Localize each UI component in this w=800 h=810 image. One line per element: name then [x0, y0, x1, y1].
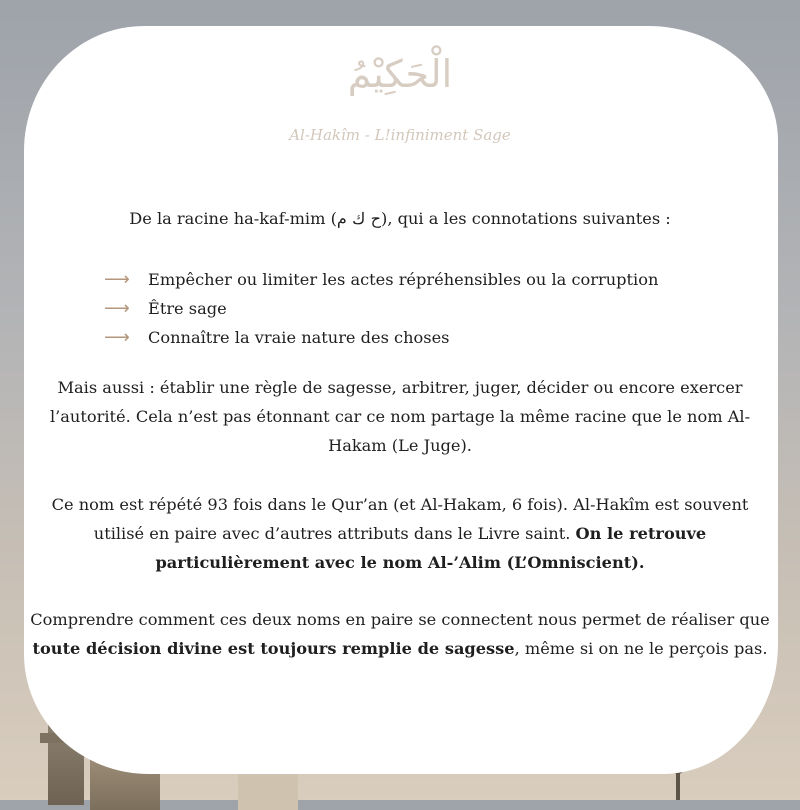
arrow-icon: ⟶ [104, 298, 128, 319]
paragraph-text: Comprendre comment ces deux noms en paire se connectent nous permet de réaliser que [30, 610, 770, 629]
list-item [104, 265, 658, 294]
paragraph-meaning: Mais aussi : établir une règle de sagesse, arbitrer, juger, décider ou encore exercer l’autorité. Cela n’est pas étonnant car ce nom partage la même racine que le nom Al-Hakam (Le Juge). [49, 378, 751, 455]
arrow-icon: ⟶ [104, 327, 128, 348]
background-building [238, 770, 298, 810]
root-intro: De la racine ha-kaf-mim (ح ك م), qui a les connotations suivantes : [129, 209, 671, 228]
list-item-text: Être sage [148, 299, 227, 318]
arrow-icon: ⟶ [104, 269, 128, 290]
arabic-name-title: الْحَكِيْمُ [347, 52, 453, 96]
paragraph-text: , même si on ne le perçois pas. [514, 639, 768, 658]
paragraph-occurrences [30, 490, 770, 577]
paragraph-conclusion [30, 605, 770, 663]
paragraph-text: Ce nom est répété 93 fois dans le Qur’an (et Al-Hakam, 6 fois). Al-Hakîm est souvent utilisé en paire avec d’autres attributs dans le Livre saint. [51, 495, 749, 543]
list-item-text: Empêcher ou limiter les actes répréhensibles ou la corruption [148, 270, 659, 289]
list-item [104, 323, 658, 352]
background-spire [676, 770, 680, 800]
paragraph-bold-text: On le retrouve particulièrement avec le nom Al-’Alim (L’Omniscient). [155, 524, 707, 572]
list-item-text: Connaître la vraie nature des choses [148, 328, 450, 347]
connotations-list [104, 265, 658, 352]
paragraph-bold-text: toute décision divine est toujours remplie de sagesse [32, 639, 515, 658]
name-subtitle: Al-Hakîm - L!infiniment Sage [289, 126, 511, 144]
list-item [104, 294, 658, 323]
